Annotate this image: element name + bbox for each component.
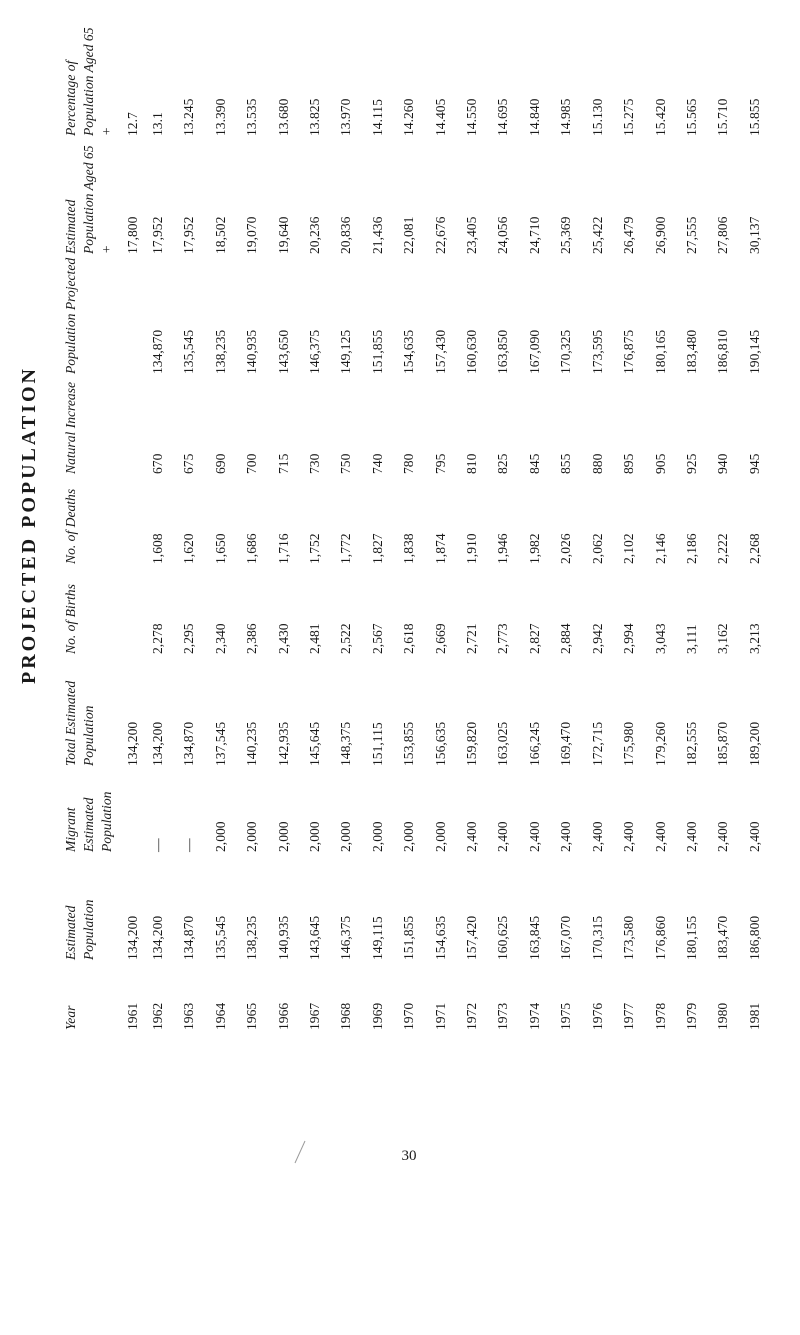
cell-year: 1971 <box>432 1002 448 1030</box>
cell-migrant-population: 2,400 <box>558 821 574 852</box>
cell-aged-65-population: 21,436 <box>369 216 385 254</box>
cell-aged-65-percentage: 14.695 <box>495 98 511 136</box>
cell-year: 1977 <box>621 1002 637 1030</box>
cell-natural-increase: 825 <box>495 453 511 474</box>
cell-migrant-population: 2,400 <box>589 821 605 852</box>
cell-natural-increase: 730 <box>307 453 323 474</box>
cell-natural-increase: 740 <box>369 453 385 474</box>
header-year: Year <box>63 1005 78 1030</box>
cell-aged-65-population: 17,800 <box>125 216 140 254</box>
cell-migrant-population: 2,400 <box>652 821 668 852</box>
cell-population-projected: 149,125 <box>338 329 354 374</box>
cell-deaths: 1,716 <box>275 533 291 564</box>
cell-population-projected: 190,145 <box>746 329 762 374</box>
cell-migrant-population: — <box>181 838 197 852</box>
cell-estimated-population: 138,235 <box>244 915 260 960</box>
cell-population-projected: 135,545 <box>181 329 197 374</box>
cell-migrant-population: 2,000 <box>275 821 291 852</box>
cell-aged-65-percentage: 12.7 <box>125 112 140 136</box>
cell-births <box>124 564 142 654</box>
cell-natural-increase: 750 <box>338 453 354 474</box>
cell-aged-65-population: 18,502 <box>212 216 228 254</box>
cell-aged-65-percentage: 13.1 <box>150 112 165 136</box>
cell-population-projected: 183,480 <box>683 329 699 374</box>
table-row <box>582 20 613 1030</box>
table-row <box>456 20 487 1030</box>
cell-total-population: 156,635 <box>432 721 448 766</box>
cell-natural-increase: 690 <box>212 453 228 474</box>
cell-year: 1967 <box>307 1002 323 1030</box>
cell-estimated-population: 154,635 <box>432 915 448 960</box>
cell-estimated-population: 170,315 <box>589 915 605 960</box>
cell-births: 2,669 <box>432 623 448 654</box>
cell-population-projected: 163,850 <box>495 329 511 374</box>
cell-aged-65-population: 19,640 <box>275 216 291 254</box>
cell-population-projected: 157,430 <box>432 329 448 374</box>
cell-births: 2,278 <box>150 623 165 654</box>
header-migrant-estimated-population: Migrant Estimated Population <box>63 791 114 852</box>
cell-total-population: 189,200 <box>746 721 762 766</box>
cell-total-population: 185,870 <box>715 721 731 766</box>
cell-aged-65-population: 17,952 <box>181 216 197 254</box>
cell-aged-65-percentage: 13.535 <box>244 98 260 136</box>
cell-migrant-population <box>124 766 142 852</box>
cell-population-projected: 154,635 <box>401 329 417 374</box>
cell-aged-65-population: 22,081 <box>401 216 417 254</box>
table-row <box>425 20 456 1030</box>
table-row <box>393 20 424 1030</box>
cell-births: 3,162 <box>715 623 731 654</box>
cell-deaths: 1,946 <box>495 533 511 564</box>
cell-migrant-population: 2,400 <box>495 821 511 852</box>
table-row <box>142 20 173 1030</box>
cell-estimated-population: 167,070 <box>558 915 574 960</box>
table-row <box>205 20 236 1030</box>
cell-aged-65-percentage: 13.970 <box>338 98 354 136</box>
projected-population-table <box>62 20 770 1030</box>
cell-aged-65-percentage: 13.390 <box>212 98 228 136</box>
cell-year: 1972 <box>464 1002 480 1030</box>
header-estimated-population: Estimated Population <box>63 899 96 960</box>
table-row <box>173 20 204 1030</box>
table-body <box>124 20 770 1030</box>
cell-aged-65-percentage: 13.245 <box>181 98 197 136</box>
cell-migrant-population: 2,000 <box>244 821 260 852</box>
header-population-projected: Population Projected <box>63 257 78 374</box>
cell-estimated-population: 176,860 <box>652 915 668 960</box>
cell-population-projected: 146,375 <box>307 329 323 374</box>
cell-natural-increase: 810 <box>464 453 480 474</box>
cell-births: 2,942 <box>589 623 605 654</box>
cell-migrant-population: 2,400 <box>746 821 762 852</box>
cell-year: 1964 <box>212 1002 228 1030</box>
cell-year: 1962 <box>150 1002 165 1030</box>
cell-population-projected: 143,650 <box>275 329 291 374</box>
cell-total-population: 134,200 <box>150 721 165 766</box>
table-row <box>613 20 644 1030</box>
cell-deaths: 1,874 <box>432 533 448 564</box>
cell-natural-increase: 905 <box>652 453 668 474</box>
cell-deaths: 2,146 <box>652 533 668 564</box>
cell-estimated-population: 151,855 <box>401 915 417 960</box>
cell-births: 2,430 <box>275 623 291 654</box>
cell-deaths: 2,062 <box>589 533 605 564</box>
cell-deaths: 1,752 <box>307 533 323 564</box>
cell-year: 1968 <box>338 1002 354 1030</box>
cell-population-projected: 176,875 <box>621 329 637 374</box>
cell-aged-65-percentage: 14.115 <box>369 99 385 136</box>
cell-natural-increase: 895 <box>621 453 637 474</box>
cell-aged-65-population: 26,479 <box>621 216 637 254</box>
cell-population-projected: 140,935 <box>244 329 260 374</box>
cell-total-population: 134,200 <box>125 721 140 766</box>
cell-total-population: 159,820 <box>464 721 480 766</box>
cell-population-projected: 138,235 <box>212 329 228 374</box>
cell-year: 1975 <box>558 1002 574 1030</box>
cell-population-projected: 180,165 <box>652 329 668 374</box>
cell-estimated-population: 134,200 <box>125 915 140 960</box>
cell-deaths: 1,827 <box>369 533 385 564</box>
cell-migrant-population: 2,000 <box>401 821 417 852</box>
cell-aged-65-population: 22,676 <box>432 216 448 254</box>
cell-births: 2,721 <box>464 623 480 654</box>
cell-estimated-population: 173,580 <box>621 915 637 960</box>
cell-total-population: 179,260 <box>652 721 668 766</box>
cell-deaths: 1,608 <box>150 533 165 564</box>
cell-natural-increase: 880 <box>589 453 605 474</box>
table-row <box>362 20 393 1030</box>
cell-population-projected: 186,810 <box>715 329 731 374</box>
cell-population-projected: 173,595 <box>589 329 605 374</box>
table-row <box>739 20 770 1030</box>
cell-aged-65-population: 20,836 <box>338 216 354 254</box>
cell-natural-increase: 715 <box>275 453 291 474</box>
cell-migrant-population: 2,400 <box>526 821 542 852</box>
cell-deaths: 2,186 <box>683 533 699 564</box>
cell-population-projected: 134,870 <box>150 329 165 374</box>
cell-deaths: 2,026 <box>558 533 574 564</box>
cell-estimated-population: 180,155 <box>683 915 699 960</box>
cell-births: 2,567 <box>369 623 385 654</box>
cell-aged-65-percentage: 13.825 <box>307 98 323 136</box>
cell-year: 1973 <box>495 1002 511 1030</box>
cell-year: 1961 <box>125 1002 140 1030</box>
cell-aged-65-population: 24,056 <box>495 216 511 254</box>
table-row <box>299 20 330 1030</box>
cell-aged-65-percentage: 15.710 <box>715 98 731 136</box>
cell-migrant-population: 2,400 <box>464 821 480 852</box>
cell-estimated-population: 186,800 <box>746 915 762 960</box>
cell-deaths: 1,686 <box>244 533 260 564</box>
cell-births: 3,213 <box>746 623 762 654</box>
cell-births: 3,111 <box>683 624 699 654</box>
cell-aged-65-population: 23,405 <box>464 216 480 254</box>
cell-estimated-population: 134,870 <box>181 915 197 960</box>
cell-year: 1974 <box>526 1002 542 1030</box>
cell-aged-65-population: 25,422 <box>589 216 605 254</box>
page-title: PROJECTED POPULATION <box>18 366 40 684</box>
cell-estimated-population: 146,375 <box>338 915 354 960</box>
table-row <box>676 20 707 1030</box>
cell-year: 1979 <box>683 1002 699 1030</box>
cell-migrant-population: 2,000 <box>307 821 323 852</box>
cell-natural-increase: 780 <box>401 453 417 474</box>
cell-aged-65-percentage: 15.130 <box>589 98 605 136</box>
cell-aged-65-population: 19,070 <box>244 216 260 254</box>
table-row <box>519 20 550 1030</box>
cell-migrant-population: 2,000 <box>338 821 354 852</box>
header-total-estimated-population: Total Estimated Population <box>63 680 96 766</box>
cell-year: 1969 <box>369 1002 385 1030</box>
cell-deaths: 2,102 <box>621 533 637 564</box>
cell-total-population: 134,870 <box>181 721 197 766</box>
pen-stroke-mark <box>293 1140 307 1164</box>
cell-estimated-population: 134,200 <box>150 915 165 960</box>
cell-total-population: 166,245 <box>526 721 542 766</box>
cell-migrant-population: 2,000 <box>432 821 448 852</box>
cell-deaths: 1,772 <box>338 533 354 564</box>
cell-year: 1970 <box>401 1002 417 1030</box>
cell-year: 1980 <box>715 1002 731 1030</box>
table-row <box>124 20 142 1030</box>
rotated-page-content <box>18 20 762 1030</box>
table-row <box>550 20 581 1030</box>
table-row <box>268 20 299 1030</box>
cell-population-projected: 151,855 <box>369 329 385 374</box>
page-number: 30 <box>401 1148 417 1164</box>
cell-deaths <box>124 474 142 564</box>
cell-deaths: 1,910 <box>464 533 480 564</box>
cell-estimated-population: 160,625 <box>495 915 511 960</box>
cell-deaths: 1,620 <box>181 533 197 564</box>
table-header-row <box>62 20 124 1030</box>
cell-aged-65-percentage: 15.275 <box>621 98 637 136</box>
cell-aged-65-population: 17,952 <box>150 216 165 254</box>
cell-estimated-population: 163,845 <box>526 915 542 960</box>
cell-natural-increase: 845 <box>526 453 542 474</box>
cell-deaths: 2,268 <box>746 533 762 564</box>
cell-births: 2,340 <box>212 623 228 654</box>
cell-aged-65-population: 27,806 <box>715 216 731 254</box>
cell-births: 2,884 <box>558 623 574 654</box>
cell-total-population: 145,645 <box>307 721 323 766</box>
cell-births: 2,994 <box>621 623 637 654</box>
cell-migrant-population: 2,000 <box>369 821 385 852</box>
cell-total-population: 153,855 <box>401 721 417 766</box>
cell-births: 2,618 <box>401 623 417 654</box>
cell-births: 2,827 <box>526 623 542 654</box>
cell-migrant-population: 2,400 <box>715 821 731 852</box>
cell-births: 2,773 <box>495 623 511 654</box>
table-row <box>707 20 738 1030</box>
cell-natural-increase: 925 <box>683 453 699 474</box>
cell-population-projected: 160,630 <box>464 329 480 374</box>
cell-estimated-population: 157,420 <box>464 915 480 960</box>
cell-population-projected: 170,325 <box>558 329 574 374</box>
cell-estimated-population: 140,935 <box>275 915 291 960</box>
cell-aged-65-percentage: 14.405 <box>432 98 448 136</box>
cell-aged-65-percentage: 15.565 <box>683 98 699 136</box>
header-no-of-births: No. of Births <box>63 584 78 654</box>
cell-total-population: 169,470 <box>558 721 574 766</box>
cell-births: 2,481 <box>307 623 323 654</box>
cell-total-population: 182,555 <box>683 721 699 766</box>
cell-aged-65-population: 27,555 <box>683 216 699 254</box>
cell-aged-65-percentage: 15.420 <box>652 98 668 136</box>
cell-estimated-population: 183,470 <box>715 915 731 960</box>
cell-total-population: 137,545 <box>212 721 228 766</box>
cell-aged-65-percentage: 15.855 <box>746 98 762 136</box>
cell-aged-65-population: 24,710 <box>526 216 542 254</box>
cell-natural-increase: 795 <box>432 453 448 474</box>
cell-aged-65-population: 20,236 <box>307 216 323 254</box>
cell-estimated-population: 143,645 <box>307 915 323 960</box>
cell-births: 2,522 <box>338 623 354 654</box>
cell-natural-increase: 855 <box>558 453 574 474</box>
cell-natural-increase: 945 <box>746 453 762 474</box>
header-percentage-aged-65: Percentage of Population Aged 65 + <box>63 27 114 136</box>
cell-deaths: 1,838 <box>401 533 417 564</box>
cell-migrant-population: 2,000 <box>212 821 228 852</box>
cell-total-population: 151,115 <box>369 722 385 766</box>
cell-total-population: 142,935 <box>275 721 291 766</box>
header-natural-increase: Natural Increase <box>63 382 78 474</box>
cell-natural-increase <box>124 374 142 474</box>
cell-population-projected: 167,090 <box>526 329 542 374</box>
cell-total-population: 163,025 <box>495 721 511 766</box>
header-estimated-population-aged-65: Estimated Population Aged 65 + <box>63 145 114 254</box>
table-row <box>236 20 267 1030</box>
cell-natural-increase: 670 <box>150 453 165 474</box>
cell-aged-65-population: 25,369 <box>558 216 574 254</box>
cell-estimated-population: 135,545 <box>212 915 228 960</box>
cell-total-population: 148,375 <box>338 721 354 766</box>
cell-year: 1965 <box>244 1002 260 1030</box>
cell-births: 3,043 <box>652 623 668 654</box>
cell-deaths: 1,982 <box>526 533 542 564</box>
cell-year: 1966 <box>275 1002 291 1030</box>
cell-aged-65-percentage: 14.985 <box>558 98 574 136</box>
cell-aged-65-percentage: 14.550 <box>464 98 480 136</box>
cell-natural-increase: 940 <box>715 453 731 474</box>
cell-aged-65-population: 30,137 <box>746 216 762 254</box>
cell-migrant-population: 2,400 <box>621 821 637 852</box>
table-row <box>645 20 676 1030</box>
cell-deaths: 1,650 <box>212 533 228 564</box>
cell-natural-increase: 700 <box>244 453 260 474</box>
cell-population-projected <box>124 254 142 374</box>
cell-aged-65-percentage: 14.840 <box>526 98 542 136</box>
cell-aged-65-percentage: 13.680 <box>275 98 291 136</box>
cell-year: 1963 <box>181 1002 197 1030</box>
cell-total-population: 140,235 <box>244 721 260 766</box>
cell-births: 2,386 <box>244 623 260 654</box>
cell-aged-65-population: 26,900 <box>652 216 668 254</box>
cell-aged-65-percentage: 14.260 <box>401 98 417 136</box>
cell-year: 1981 <box>746 1002 762 1030</box>
cell-estimated-population: 149,115 <box>369 916 385 960</box>
cell-total-population: 175,980 <box>621 721 637 766</box>
cell-year: 1978 <box>652 1002 668 1030</box>
cell-births: 2,295 <box>181 623 197 654</box>
table-row <box>330 20 361 1030</box>
cell-natural-increase: 675 <box>181 453 197 474</box>
cell-year: 1976 <box>589 1002 605 1030</box>
cell-total-population: 172,715 <box>589 721 605 766</box>
header-no-of-deaths: No. of Deaths <box>63 488 78 564</box>
cell-migrant-population: — <box>150 838 165 852</box>
cell-deaths: 2,222 <box>715 533 731 564</box>
table-row <box>487 20 518 1030</box>
cell-migrant-population: 2,400 <box>683 821 699 852</box>
